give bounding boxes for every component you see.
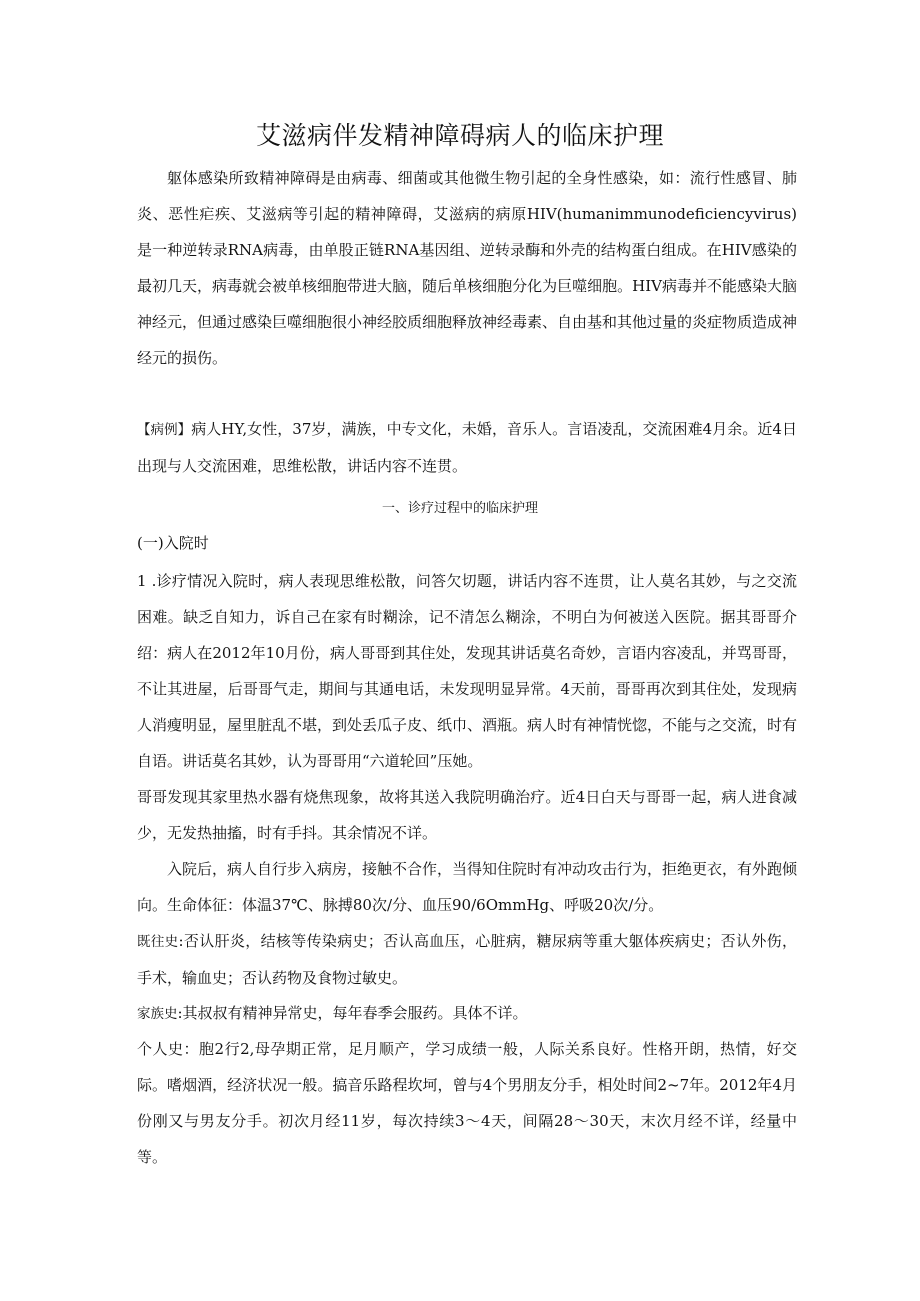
- case-paragraph: [137, 411, 797, 484]
- past-history-text: :否认肝炎，结核等传染病史；否认高血压，心脏病，糖尿病等重大躯体疾病史；否认外伤，手术，输血史；否认药物及食物过敏史。: [137, 932, 798, 987]
- section-heading: 一、诊疗过程中的临床护理: [381, 501, 538, 516]
- subheading-admission: (一)入院时: [137, 534, 209, 552]
- past-history-paragraph: [137, 923, 797, 996]
- intro-paragraph: 躯体感染所致精神障碍是由病毒、细菌或其他微生物引起的全身性感染，如：流行性感冒、肺炎、恶性疟疾、艾滋病等引起的精神障碍，艾滋病的病原HIV(humanimmunodeficiencyvirus)是一种逆转录RNA病毒，由单股正链RNA基因组、逆转录酶和外壳的结构蛋白组成。在HIV感染的最初几天，病毒就会被单核细胞带进大脑，随后单核细胞分化为巨噬细胞。HIV病毒并不能感染大脑神经元，但通过感染巨噬细胞很小神经胶质细胞释放神经毒素、自由基和其他过量的炎症物质造成神经元的损伤。: [137, 169, 798, 367]
- admission-paragraph: 入院后，病人自行步入病房，接触不合作，当得知住院时有冲动攻击行为，拒绝更衣，有外跑倾向。生命体征：体温37℃、脉搏80次/分、血压90/6OmmHg、呼吸20次/分。: [137, 860, 798, 914]
- family-history-text: :其叔叔有精神异常史，每年春季会服药。具体不详。: [177, 1004, 528, 1022]
- family-history-paragraph: [137, 995, 797, 1032]
- family-history-label: 家族史: [137, 1006, 178, 1022]
- item1-continuation: 哥哥发现其家里热水器有烧焦现象，故将其送入我院明确治疗。近4日白天与哥哥一起，病人进食减少，无发热抽搐，时有手抖。其余情况不详。: [137, 788, 797, 842]
- personal-history-paragraph: 个人史：胞2行2,母孕期正常，足月顺产，学习成绩一般，人际关系良好。性格开朗，热情，好交际。嗜烟酒，经济状况一般。搞音乐路程坎坷，曾与4个男朋友分手，相处时间2~7年。2012年4月份刚又与男友分手。初次月经11岁，每次持续3～4天，间隔28～30天，末次月经不详，经量中等。: [137, 1040, 797, 1166]
- case-label: 【病例】: [137, 422, 192, 438]
- past-history-label: 既往史: [137, 934, 179, 950]
- item1-paragraph: 1 .诊疗情况入院时，病人表现思维松散，问答欠切题，讲话内容不连贯，让人莫名其妙，与之交流困难。缺乏自知力，诉自己在家有时糊涂，记不清怎么糊涂，不明白为何被送入医院。据其哥哥介绍：病人在2012年10月份，病人哥哥到其住处，发现其讲话莫名奇妙，言语内容凌乱，并骂哥哥，不让其进屋，后哥哥气走，期间与其通电话，未发现明显异常。4天前，哥哥再次到其住处，发现病人消瘦明显，屋里脏乱不堪，到处丢瓜子皮、纸巾、酒瓶。病人时有神情恍惚，不能与之交流，时有自语。讲话莫名其妙，认为哥哥用“六道轮回”压她。: [137, 572, 798, 770]
- document-title: 艾滋病伴发精神障碍病人的临床护理: [255, 121, 664, 150]
- case-text: 病人HY,女性，37岁，满族，中专文化，未婚，音乐人。言语凌乱，交流困难4月余。近4日出现与人交流困难，思维松散，讲话内容不连贯。: [137, 420, 797, 475]
